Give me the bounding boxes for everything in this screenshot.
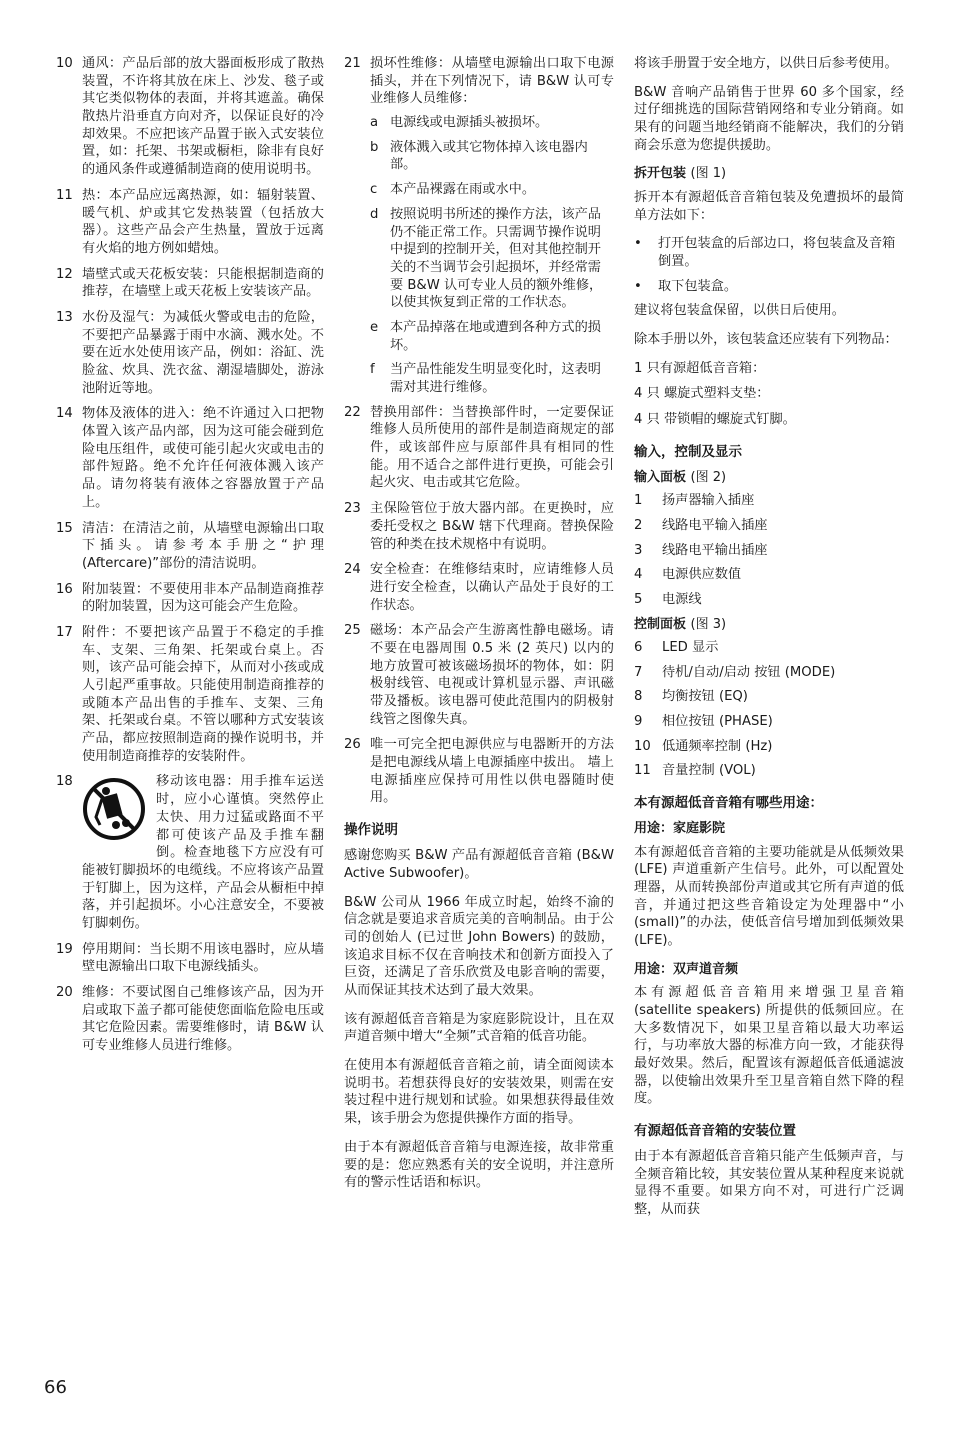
sub-item (370, 181, 614, 199)
list-item (634, 492, 904, 510)
column-1 (56, 55, 324, 1063)
item-text (82, 773, 324, 932)
item-text: 磁场：本产品会产生游离性静电磁场。请不要在电器周围 0.5 米 (2 英尺) 以内的地方放置可被该磁场损坏的物体，如：阴极射线管、电视或计算机显示器、声讯磁带及播板。该电器可使此范围内的阴极射线管之图像失真。 (370, 623, 614, 727)
paragraph: 由于本有源超低音音箱只能产生低频声音，与全频音箱比较，其安装位置从某种程度来说就显得不重要。如果方向不对，可进行广泛调整，从而获 (634, 1149, 904, 1218)
item-number: 10 (56, 56, 73, 71)
item-number: 17 (56, 624, 73, 640)
item-number: 6 (634, 640, 643, 656)
list-item (634, 713, 904, 731)
item-number: 22 (344, 404, 361, 420)
item-number: 24 (344, 562, 361, 578)
item-text: 热：本产品应远离热源，如：辐射装置、暖气机、炉或其它发热装置（包括放大器）。这些产品会产生热量，置放于远离有火焰的地方例如蜡烛。 (82, 187, 324, 256)
list-item (56, 55, 324, 179)
paragraph: 除本手册以外，该包装盒还应装有下列物品： (634, 331, 898, 347)
list-item (634, 738, 904, 756)
item-number: 2 (634, 517, 643, 533)
item-label: 线路电平输入插座 (662, 517, 768, 533)
paragraph: 建议将包装盒保留，以供日后使用。 (634, 303, 845, 319)
paragraph: B&W 公司从 1966 年成立时起，始终不渝的信念就是要追求音质完美的音响制品。由于公司的创始人 (已过世 John Bowers) 的鼓励，该追求目标不仅在音响技术和创新方面投入了巨资，还满足了音乐欣赏及电影音响的需要，从而保证其技术达到了最大效果。 (344, 894, 614, 999)
unpacking-heading (634, 165, 904, 182)
list-item (634, 639, 904, 657)
bullet-item (634, 235, 904, 270)
list-item (344, 55, 614, 108)
list-item (634, 591, 904, 609)
item-number: 21 (344, 56, 361, 71)
paragraph: 拆开本有源超低音音箱包装及免遭损坏的最简单方法如下： (634, 189, 904, 223)
list-item (634, 688, 904, 706)
list-item (56, 187, 324, 258)
sub-item (370, 206, 614, 312)
list-item (634, 664, 904, 682)
item-number: 25 (344, 623, 361, 639)
control-panel-heading (634, 616, 904, 633)
item-number: 7 (634, 664, 643, 680)
bullet-text: 取下包装盒。 (658, 278, 738, 294)
list-item (344, 561, 614, 614)
sub-item-letter: a (370, 115, 379, 131)
sub-item-letter: e (370, 319, 379, 335)
paragraph: 该有源超低音音箱是为家庭影院设计，且在双声道音频中增大“全频”式音箱的低音功能。 (344, 1011, 614, 1045)
item-number: 20 (56, 985, 73, 1000)
column-2 (344, 55, 614, 1203)
item-label: 电源供应数值 (662, 567, 742, 583)
item-number: 18 (56, 774, 73, 790)
item-text: 墙壁式或天花板安装：只能根据制造商的推荐，在墙壁上或天花板上安装该产品。 (82, 266, 324, 300)
sub-item-letter: d (370, 206, 379, 222)
item-text: 安全检查：在维修结束时，应请维修人员进行安全检查，以确认产品处于良好的工作状态。 (370, 562, 614, 613)
item-text: 附件：不要把该产品置于不稳定的手推车、支架、三角架、托架或台桌上。否则，该产品可能会掉下，从而对小孩或成人引起严重事故。只能使用制造商推荐的或随本产品出售的手推车、支架、三角架、托架或台桌。不管以哪种方式安装该产品，都应按照制造商的操作说明书，并使用制造商推荐的安装附件。 (82, 624, 324, 764)
list-item (56, 266, 324, 301)
list-item (634, 566, 904, 584)
list-item (56, 773, 324, 932)
item-label: 电源线 (662, 591, 702, 607)
subsection-heading: 用途：家庭影院 (634, 821, 726, 837)
sub-item-letter: f (370, 362, 375, 378)
bullet-mark: • (634, 236, 642, 252)
sub-item-letter: c (370, 182, 378, 198)
item-label: 线路电平输出插座 (662, 542, 768, 558)
sub-item-text: 电源线或电源插头被损坏。 (390, 115, 549, 131)
item-label: 均衡按钮 (EQ) (662, 689, 748, 705)
item-number: 11 (634, 763, 651, 779)
figure-ref: (图 1) (690, 166, 727, 182)
item-text: 维修：不要试图自己维修该产品，因为开启或取下盖子都可能使您面临危险电压或其它危险因素。需要维修时，请 B&W 认可专业维修人员进行维修。 (82, 985, 324, 1054)
input-panel-heading (634, 469, 904, 486)
figure-ref: (图 2) (690, 469, 727, 485)
item-text: 替换用部件：当替换部件时，一定要保证维修人员所使用的部件是制造商规定的部件，或该部件应与原部件具有相同的性能。用不适合之部件进行更换，可能会引起火灾、电击或其它危险。 (370, 404, 614, 491)
item-number: 26 (344, 737, 361, 753)
list-item (634, 517, 904, 535)
item-label: 扬声器输入插座 (662, 493, 755, 509)
item-number: 16 (56, 581, 73, 597)
item-number: 23 (344, 501, 361, 517)
section-heading: 本有源超低音音箱有哪些用途： (634, 795, 823, 812)
contents-item: 4 只 带锁帽的螺旋式钉脚。 (634, 412, 796, 428)
sub-item (370, 319, 614, 354)
sub-item-text: 本产品裸露在雨或水中。 (390, 182, 536, 198)
item-label: 待机/自动/启动 按钮 (MODE) (662, 664, 836, 680)
list-item (634, 542, 904, 560)
paragraph: 在使用本有源超低音音箱之前，请全面阅读本说明书。若想获得良好的安装效果，则需在安装过程中进行规划和试验。如果想获得最佳效果，该手册会为您提供操作方面的指导。 (344, 1058, 614, 1127)
paragraph: B&W 音响产品销售于世界 60 多个国家，经过仔细挑选的国际营销网络和专业分销商。如果有的问题当地经销商不能解决，我们的分销商会乐意为您提供援助。 (634, 84, 904, 153)
paragraph: 将该手册置于安全地方，以供日后参考使用。 (634, 56, 898, 71)
item-number: 3 (634, 542, 643, 558)
item-text: 附加装置：不要使用非本产品制造商推荐的附加装置，因为这可能会产生危险。 (82, 581, 324, 615)
item-number: 8 (634, 689, 643, 705)
item-text: 唯一可完全把电源供应与电器断开的方法是把电源线从墙上电源插座中拔出。 墙上电源插座应保持可用性以供电器随时使用。 (370, 737, 614, 806)
paragraph: 感谢您购买 B&W 产品有源超低音音箱 (B&W Active Subwoofer)。 (344, 848, 614, 881)
sub-item (370, 114, 614, 132)
list-item (634, 762, 904, 780)
list-item (56, 941, 324, 976)
section-heading: 有源超低音音箱的安装位置 (634, 1123, 796, 1139)
item-label: 低通频率控制 (Hz) (662, 738, 773, 754)
heading-text: 控制面板 (634, 616, 687, 632)
list-item (344, 622, 614, 728)
bullet-text: 打开包装盒的后部边口，将包装盒及音箱倒置。 (658, 236, 896, 269)
item-text: 停用期间：当长期不用该电器时，应从墙壁电源输出口取下电源线插头。 (82, 941, 324, 975)
contents-item: 4 只 螺旋式塑料支垫： (634, 386, 770, 402)
item-number: 9 (634, 714, 643, 730)
bullet-item (634, 278, 904, 296)
list-item (56, 309, 324, 397)
item-text: 主保险管位于放大器内部。在更换时，应委托受权之 B&W 辖下代理商。替换保险管的种类在技术规格中有说明。 (370, 501, 614, 552)
sub-item-text: 本产品掉落在地或遭到各种方式的损坏。 (390, 319, 601, 353)
item-text: 损坏性维修：从墙壁电源输出口取下电源插头，并在下列情况下，请 B&W 认可专业维修人员维修： (370, 56, 614, 107)
sub-item-text: 液体溅入或其它物体掉入该电器内部。 (390, 139, 588, 173)
subsection-heading: 用途：双声道音频 (634, 961, 739, 977)
sub-item-text: 当产品性能发生明显变化时，这表明需对其进行维修。 (390, 362, 601, 395)
figure-ref: (图 3) (690, 616, 727, 632)
paragraph: 本有源超低音音箱的主要功能就是从低频效果 (LFE) 声道重新产生信号。此外，可以配置处理器，从而转换部份声道或其它所有声道的低音，并通过把这些音箱设定为处理器中“小 (small)”的办法，使低音信号增加到低频效果 (LFE)。 (634, 844, 904, 949)
list-item (56, 984, 324, 1055)
paragraph: 由于本有源超低音音箱与电源连接，故非常重要的是：您应熟悉有关的安全说明，并注意所有的警示性话语和标识。 (344, 1139, 614, 1191)
item-text: 通风：产品后部的放大器面板形成了散热装置，不许将其放在床上、沙发、毯子或其它类似物体的表面，并将其遮盖。确保散热片沿垂直方向对齐，以保证良好的冷却效果。不应把该产品置于嵌入式安装位置，如：托架、书架或橱柜，除非有良好的通风条件或遵循制造商的使用说明书。 (82, 56, 324, 178)
list-item (56, 405, 324, 511)
item-number: 19 (56, 941, 73, 957)
sub-item-letter: b (370, 139, 379, 155)
item-number: 12 (56, 266, 73, 282)
sub-item (370, 139, 614, 174)
section-heading: 输入，控制及显示 (634, 443, 742, 460)
item-text: 物体及液体的进入：绝不许通过入口把物体置入该产品内部，因为这可能会碰到危险电压组件，或使可能引起火灾或电击的部件短路。绝不允许任何液体溅入该产品。请勿将装有液体之容器放置于产品上。 (82, 406, 324, 510)
cart-tipover-warning-icon (82, 777, 146, 841)
list-item (56, 624, 324, 766)
list-item (344, 500, 614, 553)
item-number: 10 (634, 738, 651, 754)
item-number: 11 (56, 187, 73, 203)
bullet-mark: • (634, 278, 642, 294)
item-number: 5 (634, 591, 643, 607)
column-3 (634, 55, 904, 1230)
heading-text: 拆开包装 (634, 166, 687, 182)
item-text-body: 移动该电器：用手推车运送时，应小心谨慎。突然停止太快、用力过猛或路面不平都可使该产品及手推车翻倒。检查地毯下方应没有可能被钉脚损坏的电缆线。不应将该产品置于钉脚上，因为这样，产品会从橱柜中掉落，并引起损坏。小心注意安全，不要被钉脚刺伤。 (82, 774, 324, 931)
item-number: 4 (634, 567, 643, 583)
item-text: 清洁：在清洁之前，从墙壁电源输出口取下插头。请参考本手册之“护理 (Aftercare)”部份的清洁说明。 (82, 520, 324, 571)
item-label: LED 显示 (662, 640, 719, 656)
list-item (344, 404, 614, 492)
sub-item-text: 按照说明书所述的操作方法，该产品仍不能正常工作。只需调节操作说明中提到的控制开关，但对其他控制开关的不当调节会引起损坏，并经常需要 B&W 认可专业人员的额外维修，以使其恢复到正常的工作状态。 (390, 206, 603, 311)
list-item (56, 581, 324, 616)
list-item (56, 520, 324, 573)
item-text: 水份及湿气：为减低火警或电击的危险，不要把产品暴露于雨中水滴、溅水处。不要在近水处使用该产品，例如：浴缸、洗脸盆、炊具、洗衣盆、潮湿墙脚处，游泳池附近等地。 (82, 309, 324, 396)
item-label: 音量控制 (VOL) (662, 763, 756, 779)
item-number: 13 (56, 309, 73, 325)
heading-text: 输入面板 (634, 469, 687, 485)
list-item (344, 736, 614, 807)
item-number: 15 (56, 520, 73, 536)
section-heading: 操作说明 (344, 822, 398, 839)
contents-item: 1 只有源超低音音箱： (634, 360, 766, 376)
page-number: 66 (44, 1377, 67, 1398)
sub-item (370, 361, 614, 396)
item-label: 相位按钮 (PHASE) (662, 714, 773, 730)
paragraph: 本有源超低音音箱用来增强卫星音箱 (satellite speakers) 所提供的低频回应。在大多数情况下，如果卫星音箱以最大功率运行，与功率放大器的标准方向一致，才能获得最好效果。然后，配置该有源超低音低通滤波器，以使输出效果升至卫星音箱自然下降的程度。 (634, 985, 904, 1107)
item-number: 1 (634, 493, 643, 509)
item-number: 14 (56, 406, 73, 422)
